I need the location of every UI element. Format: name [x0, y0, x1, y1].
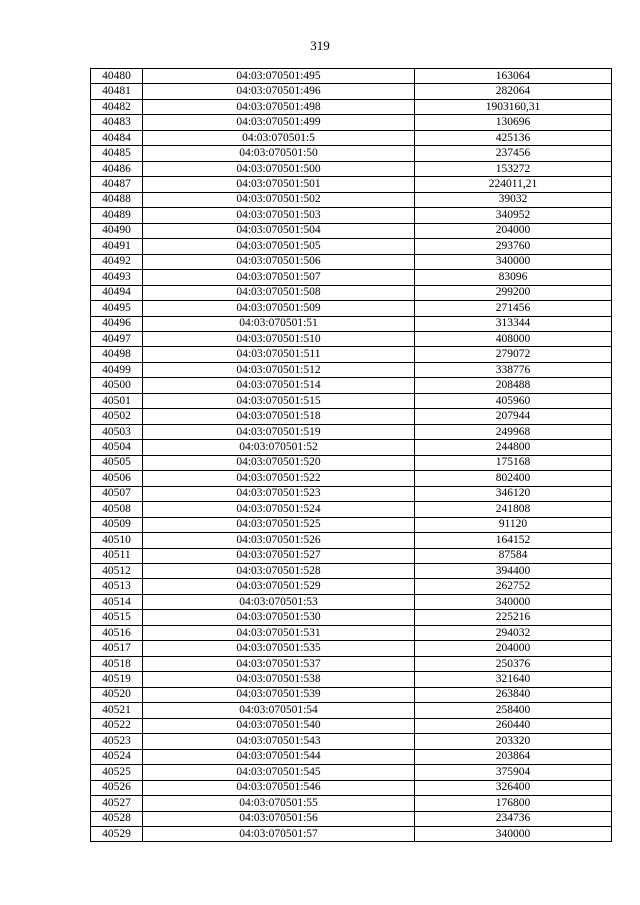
cadastral-value-cell: 271456 — [415, 301, 612, 316]
row-number-cell: 40492 — [91, 254, 143, 269]
row-number-cell: 40509 — [91, 517, 143, 532]
cadastral-number-cell: 04:03:070501:510 — [143, 331, 415, 346]
cadastral-number-cell: 04:03:070501:537 — [143, 656, 415, 671]
row-number-cell: 40510 — [91, 533, 143, 548]
table-row — [91, 517, 612, 532]
table-row — [91, 486, 612, 501]
row-number-cell: 40508 — [91, 502, 143, 517]
row-number-cell: 40480 — [91, 69, 143, 84]
table-row — [91, 687, 612, 702]
row-number-cell: 40495 — [91, 301, 143, 316]
row-number-cell: 40497 — [91, 331, 143, 346]
row-number-cell: 40527 — [91, 796, 143, 811]
cadastral-value-cell: 313344 — [415, 316, 612, 331]
cadastral-number-cell: 04:03:070501:525 — [143, 517, 415, 532]
table-row — [91, 533, 612, 548]
table-row — [91, 239, 612, 254]
row-number-cell: 40512 — [91, 564, 143, 579]
row-number-cell: 40516 — [91, 625, 143, 640]
table-row — [91, 455, 612, 470]
cadastral-value-cell: 346120 — [415, 486, 612, 501]
row-number-cell: 40511 — [91, 548, 143, 563]
table-row — [91, 177, 612, 192]
cadastral-number-cell: 04:03:070501:501 — [143, 177, 415, 192]
table-row — [91, 301, 612, 316]
cadastral-value-cell: 340952 — [415, 208, 612, 223]
cadastral-number-cell: 04:03:070501:50 — [143, 146, 415, 161]
row-number-cell: 40498 — [91, 347, 143, 362]
cadastral-number-cell: 04:03:070501:508 — [143, 285, 415, 300]
cadastral-number-cell: 04:03:070501:526 — [143, 533, 415, 548]
table-row — [91, 285, 612, 300]
table-row — [91, 656, 612, 671]
cadastral-value-cell: 260440 — [415, 718, 612, 733]
cadastral-value-cell: 425136 — [415, 130, 612, 145]
cadastral-value-cell: 1903160,31 — [415, 99, 612, 114]
row-number-cell: 40518 — [91, 656, 143, 671]
row-number-cell: 40486 — [91, 161, 143, 176]
cadastral-number-cell: 04:03:070501:543 — [143, 734, 415, 749]
row-number-cell: 40483 — [91, 115, 143, 130]
table-row — [91, 393, 612, 408]
table-row — [91, 161, 612, 176]
table-row — [91, 625, 612, 640]
cadastral-value-cell: 234736 — [415, 811, 612, 826]
row-number-cell: 40494 — [91, 285, 143, 300]
cadastral-value-cell: 244800 — [415, 440, 612, 455]
cadastral-value-cell: 282064 — [415, 84, 612, 99]
table-row — [91, 703, 612, 718]
cadastral-value-cell: 375904 — [415, 765, 612, 780]
row-number-cell: 40485 — [91, 146, 143, 161]
cadastral-value-cell: 802400 — [415, 471, 612, 486]
cadastral-number-cell: 04:03:070501:54 — [143, 703, 415, 718]
table-row — [91, 548, 612, 563]
cadastral-value-cell: 258400 — [415, 703, 612, 718]
cadastral-value-cell: 299200 — [415, 285, 612, 300]
cadastral-number-cell: 04:03:070501:504 — [143, 223, 415, 238]
row-number-cell: 40487 — [91, 177, 143, 192]
row-number-cell: 40514 — [91, 594, 143, 609]
cadastral-number-cell: 04:03:070501:528 — [143, 564, 415, 579]
table-row — [91, 115, 612, 130]
cadastral-value-cell: 83096 — [415, 270, 612, 285]
cadastral-number-cell: 04:03:070501:544 — [143, 749, 415, 764]
row-number-cell: 40491 — [91, 239, 143, 254]
row-number-cell: 40523 — [91, 734, 143, 749]
cadastral-number-cell: 04:03:070501:502 — [143, 192, 415, 207]
cadastral-value-cell: 340000 — [415, 254, 612, 269]
row-number-cell: 40481 — [91, 84, 143, 99]
row-number-cell: 40496 — [91, 316, 143, 331]
table-row — [91, 579, 612, 594]
table-row — [91, 672, 612, 687]
cadastral-value-cell: 87584 — [415, 548, 612, 563]
cadastral-number-cell: 04:03:070501:506 — [143, 254, 415, 269]
table-row — [91, 270, 612, 285]
cadastral-value-cell: 321640 — [415, 672, 612, 687]
table-row — [91, 641, 612, 656]
cadastral-value-cell: 203864 — [415, 749, 612, 764]
row-number-cell: 40517 — [91, 641, 143, 656]
table-row — [91, 734, 612, 749]
cadastral-number-cell: 04:03:070501:538 — [143, 672, 415, 687]
table-row — [91, 594, 612, 609]
cadastral-number-cell: 04:03:070501:55 — [143, 796, 415, 811]
cadastral-value-cell: 208488 — [415, 378, 612, 393]
cadastral-number-cell: 04:03:070501:495 — [143, 69, 415, 84]
cadastral-value-cell: 163064 — [415, 69, 612, 84]
cadastral-number-cell: 04:03:070501:5 — [143, 130, 415, 145]
cadastral-value-cell: 249968 — [415, 424, 612, 439]
cadastral-value-cell: 237456 — [415, 146, 612, 161]
table-row — [91, 362, 612, 377]
cadastral-number-cell: 04:03:070501:523 — [143, 486, 415, 501]
cadastral-number-cell: 04:03:070501:56 — [143, 811, 415, 826]
cadastral-value-cell: 175168 — [415, 455, 612, 470]
row-number-cell: 40490 — [91, 223, 143, 238]
cadastral-value-cell: 250376 — [415, 656, 612, 671]
table-row — [91, 610, 612, 625]
row-number-cell: 40529 — [91, 826, 143, 841]
row-number-cell: 40504 — [91, 440, 143, 455]
cadastral-number-cell: 04:03:070501:540 — [143, 718, 415, 733]
cadastral-value-cell: 204000 — [415, 223, 612, 238]
cadastral-number-cell: 04:03:070501:499 — [143, 115, 415, 130]
cadastral-value-cell: 340000 — [415, 826, 612, 841]
cadastral-number-cell: 04:03:070501:535 — [143, 641, 415, 656]
row-number-cell: 40520 — [91, 687, 143, 702]
cadastral-number-cell: 04:03:070501:530 — [143, 610, 415, 625]
row-number-cell: 40507 — [91, 486, 143, 501]
cadastral-value-cell: 338776 — [415, 362, 612, 377]
table-row — [91, 331, 612, 346]
page-number: 319 — [310, 38, 330, 53]
cadastral-value-cell: 224011,21 — [415, 177, 612, 192]
cadastral-value-cell: 294032 — [415, 625, 612, 640]
table-row — [91, 84, 612, 99]
cadastral-value-cell: 405960 — [415, 393, 612, 408]
cadastral-number-cell: 04:03:070501:57 — [143, 826, 415, 841]
cadastral-number-cell: 04:03:070501:527 — [143, 548, 415, 563]
table-row — [91, 780, 612, 795]
table-row — [91, 146, 612, 161]
row-number-cell: 40526 — [91, 780, 143, 795]
table-row — [91, 502, 612, 517]
cadastral-value-table — [90, 68, 612, 842]
cadastral-number-cell: 04:03:070501:507 — [143, 270, 415, 285]
cadastral-value-cell: 153272 — [415, 161, 612, 176]
table-row — [91, 718, 612, 733]
table-row — [91, 811, 612, 826]
row-number-cell: 40503 — [91, 424, 143, 439]
row-number-cell: 40515 — [91, 610, 143, 625]
cadastral-value-cell: 207944 — [415, 409, 612, 424]
row-number-cell: 40489 — [91, 208, 143, 223]
table-body — [91, 69, 612, 842]
cadastral-value-cell: 203320 — [415, 734, 612, 749]
cadastral-number-cell: 04:03:070501:51 — [143, 316, 415, 331]
row-number-cell: 40500 — [91, 378, 143, 393]
table-row — [91, 316, 612, 331]
table-row — [91, 749, 612, 764]
cadastral-number-cell: 04:03:070501:524 — [143, 502, 415, 517]
cadastral-value-cell: 394400 — [415, 564, 612, 579]
cadastral-number-cell: 04:03:070501:531 — [143, 625, 415, 640]
row-number-cell: 40521 — [91, 703, 143, 718]
table-row — [91, 208, 612, 223]
cadastral-number-cell: 04:03:070501:496 — [143, 84, 415, 99]
cadastral-value-cell: 262752 — [415, 579, 612, 594]
row-number-cell: 40499 — [91, 362, 143, 377]
cadastral-value-cell: 39032 — [415, 192, 612, 207]
cadastral-value-cell: 225216 — [415, 610, 612, 625]
cadastral-number-cell: 04:03:070501:53 — [143, 594, 415, 609]
cadastral-number-cell: 04:03:070501:522 — [143, 471, 415, 486]
table-row — [91, 471, 612, 486]
row-number-cell: 40493 — [91, 270, 143, 285]
cadastral-value-cell: 263840 — [415, 687, 612, 702]
cadastral-value-cell: 176800 — [415, 796, 612, 811]
row-number-cell: 40524 — [91, 749, 143, 764]
table-row — [91, 826, 612, 841]
cadastral-number-cell: 04:03:070501:518 — [143, 409, 415, 424]
cadastral-value-cell: 340000 — [415, 594, 612, 609]
row-number-cell: 40502 — [91, 409, 143, 424]
cadastral-value-cell: 164152 — [415, 533, 612, 548]
row-number-cell: 40513 — [91, 579, 143, 594]
table-row — [91, 99, 612, 114]
table-row — [91, 564, 612, 579]
cadastral-number-cell: 04:03:070501:503 — [143, 208, 415, 223]
cadastral-value-cell: 279072 — [415, 347, 612, 362]
table-row — [91, 130, 612, 145]
cadastral-number-cell: 04:03:070501:498 — [143, 99, 415, 114]
cadastral-number-cell: 04:03:070501:539 — [143, 687, 415, 702]
cadastral-number-cell: 04:03:070501:505 — [143, 239, 415, 254]
row-number-cell: 40484 — [91, 130, 143, 145]
row-number-cell: 40505 — [91, 455, 143, 470]
row-number-cell: 40525 — [91, 765, 143, 780]
cadastral-number-cell: 04:03:070501:519 — [143, 424, 415, 439]
cadastral-value-cell: 408000 — [415, 331, 612, 346]
table-row — [91, 192, 612, 207]
cadastral-number-cell: 04:03:070501:509 — [143, 301, 415, 316]
row-number-cell: 40522 — [91, 718, 143, 733]
table-row — [91, 254, 612, 269]
table-row — [91, 223, 612, 238]
row-number-cell: 40528 — [91, 811, 143, 826]
table-row — [91, 765, 612, 780]
table-row — [91, 440, 612, 455]
cadastral-number-cell: 04:03:070501:545 — [143, 765, 415, 780]
cadastral-value-cell: 326400 — [415, 780, 612, 795]
row-number-cell: 40482 — [91, 99, 143, 114]
cadastral-value-cell: 241808 — [415, 502, 612, 517]
cadastral-value-cell: 91120 — [415, 517, 612, 532]
cadastral-value-cell: 204000 — [415, 641, 612, 656]
cadastral-value-cell: 293760 — [415, 239, 612, 254]
cadastral-number-cell: 04:03:070501:520 — [143, 455, 415, 470]
row-number-cell: 40519 — [91, 672, 143, 687]
table-row — [91, 347, 612, 362]
row-number-cell: 40488 — [91, 192, 143, 207]
cadastral-number-cell: 04:03:070501:512 — [143, 362, 415, 377]
cadastral-number-cell: 04:03:070501:500 — [143, 161, 415, 176]
table-row — [91, 796, 612, 811]
row-number-cell: 40506 — [91, 471, 143, 486]
cadastral-number-cell: 04:03:070501:515 — [143, 393, 415, 408]
cadastral-number-cell: 04:03:070501:529 — [143, 579, 415, 594]
row-number-cell: 40501 — [91, 393, 143, 408]
cadastral-number-cell: 04:03:070501:52 — [143, 440, 415, 455]
cadastral-number-cell: 04:03:070501:511 — [143, 347, 415, 362]
table-row — [91, 69, 612, 84]
cadastral-number-cell: 04:03:070501:514 — [143, 378, 415, 393]
table-row — [91, 424, 612, 439]
cadastral-number-cell: 04:03:070501:546 — [143, 780, 415, 795]
cadastral-value-cell: 130696 — [415, 115, 612, 130]
table-row — [91, 378, 612, 393]
table-row — [91, 409, 612, 424]
